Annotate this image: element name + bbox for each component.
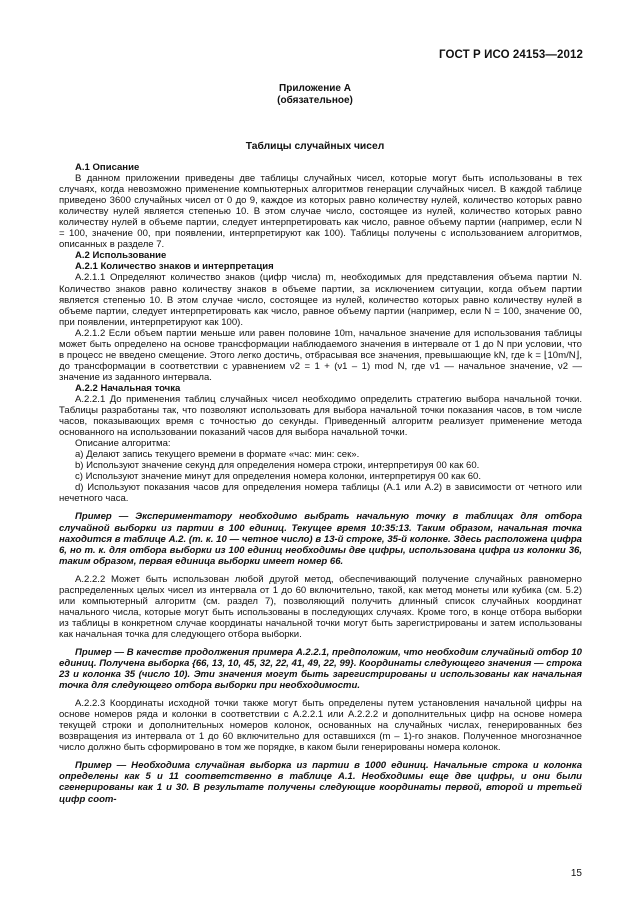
paragraph-a221: А.2.2.1 До применения таблиц случайных чисел необходимо определить стратегию выбора начальной точки. Таблицы разработаны так, что позволяют использовать для выбора начальной точки показания часов, в том числе часов, показывающих время с точностью до секунды. Приведенный алгоритм реализует применение метода основанного на использовании показаний часов для выбора начальной точки. xyxy=(59,393,582,439)
annex-status: (обязательное) xyxy=(277,95,353,106)
algorithm-step-d: d) Используют показания часов для определения номера таблицы (А.1 или А.2) в зависимости от четного или нечетного часа. xyxy=(59,482,582,505)
document-body xyxy=(59,162,582,812)
paragraph-a223: А.2.2.3 Координаты исходной точки также могут быть определены путем установления начальной цифры на основе номеров ряда и колонки в соответствии с А.2.2.1 или А.2.2.2 и дополнительных цифр на основе номера текущей строки и дополнительных номеров колонок, основанных на случайных числах, генерированных без возвращения из интервала от 1 до 60 включительно для оставшихся (m – 1)-го знаков. Полученное многозначное число должно быть сформировано в том же порядке, в каком были генерированы номера колонок. xyxy=(59,698,582,754)
algorithm-intro: Описание алгоритма: xyxy=(75,438,171,450)
algorithm-step-c: c) Используют значение минут для определения номера колонки, интерпретируя 00 как 60. xyxy=(75,471,481,483)
paragraph-a1: В данном приложении приведены две таблицы случайных чисел, которые могут быть использованы в тех случаях, когда невозможно применение компьютерных алгоритмов генерации случайных чисел. В каждой таблице приведено 3600 случайных чисел от 0 до 9, каждое из которых равно количеству нулей, количество которых равно количеству нулей является степенью 10. В этом случае число, состоящее из нулей, количество которых равно количеству нулей в объеме партии, следует интерпретировать как число, равное объему партии (например, если N = 100, значение 00, при появлении, интерпретируют как 100). Таблицы получены с использованием алгоритмов, описанных в разделе 7. xyxy=(59,173,582,251)
heading-a22: А.2.2 Начальная точка xyxy=(75,382,181,394)
example-3: Пример — Необходима случайная выборка из партии в 1000 единиц. Начальные строка и колонка определены как 5 и 11 соответственно в таблице А.1. Необходимы еще две цифры, и они были сгенерированы как 1 и 30. В результате получены следующие координаты первой, второй и третьей цифр соот- xyxy=(59,760,582,805)
example-1: Пример — Экспериментатору необходимо выбрать начальную точку в таблицах для отбора случайной выборки из партии в 100 единиц. Текущее время 10:35:13. Таким образом, начальная точка находится в таблице А.2. (т. к. 10 — четное число) в 13-й строке, 35-й колонке. Здесь расположена цифра 6, но т. к. для отбора выборки из 100 единиц необходимы две цифры, использована цифра из колонки 36, таким образом, первая единица выборки имеет номер 66. xyxy=(59,511,582,567)
section-title: Таблицы случайных чисел xyxy=(245,141,385,152)
example-2: Пример — В качестве продолжения примера А.2.2.1, предположим, что необходим случайный отбор 10 единиц. Получена выборка {66, 13, 10, 45, 32, 22, 41, 49, 22, 99}. Координаты следующего значения — строка 23 и колонка 35 (число 10). Эти значения могут быть зарегистрированы и использованы как начальная точка для следующего отбора выборки при необходимости. xyxy=(59,646,582,692)
annex-title: Приложение А xyxy=(279,83,351,94)
paragraph-a222: А.2.2.2 Может быть использован любой другой метод, обеспечивающий получение случайных равномерно распределенных целых чисел из интервала от 1 до 60 включительно, такой, как метод монеты или кубика (см. 5.2) или компьютерный алгоритм (см. раздел 7), позволяющий получить длинный список случайных координат начального числа, которые могут быть использованы в последующих случаях. Кроме того, в конце отбора выборки из таблицы в конкретном случае координаты начальной точки могут быть зарегистрированы и затем использованы как начальная точка для следующего отбора выборки. xyxy=(59,573,582,640)
paragraph-a212: А.2.1.2 Если объем партии меньше или равен половине 10m, начальное значение для использования таблицы может быть определено на основе трансформации наблюдаемого значения в интервале от 1 до N при условии, что в процесс не введено смещение. Этого легко достичь, отбрасывая все значения, превышающие kN, где k = ⌊10m/N⌋, до трансформации в соответствии с уравнением ν2 = 1 + (ν1 – 1) mod N, где ν1 — начальное значение, ν2 — значение из заданного интервала. xyxy=(59,327,582,383)
paragraph-a211: А.2.1.1 Определяют количество знаков (цифр числа) m, необходимых для представления объема партии N. Количество знаков равно количеству знаков в объеме партии, за исключением ситуации, когда объем партии является степенью 10. В этом случае число, состоящее из нулей, количество которых равно количеству нулей в объеме партии, следует интерпретировать как число, равное объему партии (например, если N = 100, значение 00, при появлении, интерпретируют как 100). xyxy=(59,272,582,328)
page-number: 15 xyxy=(570,868,582,879)
algorithm-step-a: a) Делают запись текущего времени в формате «час: мин: сек». xyxy=(75,449,360,461)
heading-a21: А.2.1 Количество знаков и интерпретация xyxy=(75,261,274,273)
heading-a2: А.2 Использование xyxy=(75,250,167,262)
heading-a1: А.1 Описание xyxy=(75,162,140,173)
standard-header: ГОСТ Р ИСО 24153—2012 xyxy=(438,49,583,61)
algorithm-step-b: b) Используют значение секунд для определения номера строки, интерпретируя 00 как 60. xyxy=(75,460,480,472)
